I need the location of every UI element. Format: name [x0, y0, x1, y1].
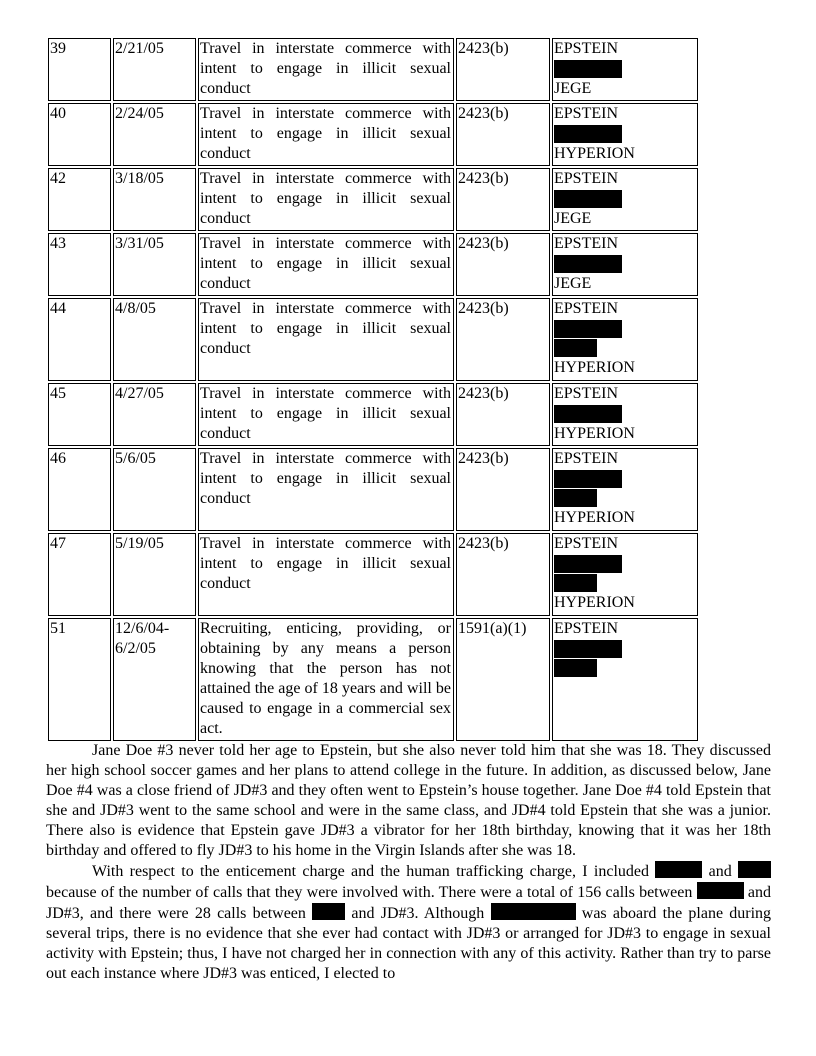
aircraft-name: HYPERION [554, 425, 635, 442]
statute-cell: 2423(b) [456, 298, 550, 381]
redaction-block [554, 320, 622, 338]
defendants-cell [552, 168, 698, 231]
aircraft-name: HYPERION [554, 359, 635, 376]
count-number-cell: 40 [48, 103, 111, 166]
statute-cell: 2423(b) [456, 448, 550, 531]
defendant-name: EPSTEIN [554, 385, 618, 402]
redaction-block [554, 555, 622, 573]
redaction-block [554, 405, 622, 423]
table-row [48, 383, 698, 446]
offense-description-cell: Travel in interstate commerce with intent to engage in illicit sexual conduct [198, 103, 454, 166]
count-number-cell: 51 [48, 618, 111, 741]
count-number-cell: 45 [48, 383, 111, 446]
count-number-cell: 47 [48, 533, 111, 616]
statute-cell: 1591(a)(1) [456, 618, 550, 741]
defendants-cell [552, 38, 698, 101]
defendant-name: EPSTEIN [554, 235, 618, 252]
redaction-block [738, 861, 771, 878]
defendant-name: EPSTEIN [554, 620, 618, 637]
defendant-name: EPSTEIN [554, 40, 618, 57]
paragraph-text-segment: was aboard the plane during several trips, there is no evidence that she ever had contact with JD#3 or arranged for JD#3 to engage in sexual activity with Epstein; thus, I have not charged her in connection with any of this activity. Rather than try to parse out each instance where JD#3 was enticed, I elected to [46, 905, 772, 982]
statute-cell: 2423(b) [456, 383, 550, 446]
date-cell: 2/24/05 [113, 103, 196, 166]
date-cell: 3/18/05 [113, 168, 196, 231]
offense-description-cell: Travel in interstate commerce with intent to engage in illicit sexual conduct [198, 233, 454, 296]
redaction-block [554, 659, 597, 677]
date-cell: 4/27/05 [113, 383, 196, 446]
offense-description-cell: Travel in interstate commerce with intent to engage in illicit sexual conduct [198, 383, 454, 446]
redaction-block [697, 882, 744, 899]
redaction-block [655, 861, 702, 878]
redaction-block [491, 903, 576, 920]
aircraft-name: HYPERION [554, 509, 635, 526]
defendant-name: EPSTEIN [554, 450, 618, 467]
table-row [48, 298, 698, 381]
defendants-cell [552, 533, 698, 616]
defendants-cell [552, 298, 698, 381]
table-row [48, 448, 698, 531]
statute-cell: 2423(b) [456, 103, 550, 166]
redaction-block [554, 339, 597, 357]
offense-description-cell: Travel in interstate commerce with intent to engage in illicit sexual conduct [198, 533, 454, 616]
date-cell: 12/6/04-6/2/05 [113, 618, 196, 741]
statute-cell: 2423(b) [456, 38, 550, 101]
statute-cell: 2423(b) [456, 533, 550, 616]
date-cell: 3/31/05 [113, 233, 196, 296]
aircraft-name: JEGE [554, 275, 592, 292]
redaction-block [554, 470, 622, 488]
date-cell: 2/21/05 [113, 38, 196, 101]
redaction-block [554, 190, 622, 208]
date-cell: 5/19/05 [113, 533, 196, 616]
count-number-cell: 42 [48, 168, 111, 231]
statute-cell: 2423(b) [456, 168, 550, 231]
aircraft-name: HYPERION [554, 145, 635, 162]
defendants-cell [552, 383, 698, 446]
date-cell: 4/8/05 [113, 298, 196, 381]
paragraph-text-segment: With respect to the enticement charge and the human trafficking charge, I included [92, 863, 649, 880]
table-row [48, 38, 698, 101]
defendants-cell [552, 448, 698, 531]
count-number-cell: 44 [48, 298, 111, 381]
defendants-cell [552, 618, 698, 741]
counts-table [46, 36, 700, 743]
count-number-cell: 43 [48, 233, 111, 296]
counts-table-body [48, 38, 698, 741]
defendant-name: EPSTEIN [554, 170, 618, 187]
date-cell: 5/6/05 [113, 448, 196, 531]
defendant-name: EPSTEIN [554, 535, 618, 552]
offense-description-cell: Travel in interstate commerce with intent to engage in illicit sexual conduct [198, 38, 454, 101]
table-row [48, 103, 698, 166]
offense-description-cell: Travel in interstate commerce with intent to engage in illicit sexual conduct [198, 168, 454, 231]
aircraft-name: HYPERION [554, 594, 635, 611]
defendant-name: EPSTEIN [554, 105, 618, 122]
redaction-block [554, 60, 622, 78]
redaction-block [554, 489, 597, 507]
offense-description-cell: Travel in interstate commerce with intent to engage in illicit sexual conduct [198, 448, 454, 531]
aircraft-name: JEGE [554, 210, 592, 227]
paragraph-age-knowledge: Jane Doe #3 never told her age to Epstein, but she also never told him that she was 18. They discussed her high school soccer games and her plans to attend college in the future. In addition, as discussed below, Jane Doe #4 was a close friend of JD#3 and they often went to Epstein’s house together. Jane Doe #4 told Epstein that she and JD#3 went to the same school and were in the same class, and JD#4 told Epstein that she was a junior. There also is evidence that Epstein gave JD#3 a vibrator for her 18th birthday, knowing that it was her 18th birthday and offered to fly JD#3 to his home in the Virgin Islands after she was 18. [46, 742, 771, 859]
body-text [46, 741, 771, 984]
offense-description-cell: Recruiting, enticing, providing, or obtaining by any means a person knowing that the person has not attained the age of 18 years and will be caused to engage in a commercial sex act. [198, 618, 454, 741]
paragraph-enticement [46, 861, 771, 984]
table-row [48, 533, 698, 616]
statute-cell: 2423(b) [456, 233, 550, 296]
paragraph-text-segment: because of the number of calls that they were involved with. There were a total of 156 calls between [46, 884, 693, 901]
offense-description-cell: Travel in interstate commerce with intent to engage in illicit sexual conduct [198, 298, 454, 381]
paragraph-text-segment: and JD#3, and there were 28 calls between [46, 884, 772, 922]
defendant-name: EPSTEIN [554, 300, 618, 317]
table-row [48, 233, 698, 296]
redaction-block [312, 903, 345, 920]
defendants-cell [552, 103, 698, 166]
count-number-cell: 46 [48, 448, 111, 531]
redaction-block [554, 255, 622, 273]
redaction-block [554, 640, 622, 658]
aircraft-name: JEGE [554, 80, 592, 97]
paragraph-text-segment: and [708, 863, 732, 880]
defendants-cell [552, 233, 698, 296]
table-row [48, 618, 698, 741]
paragraph-text-segment: and JD#3. Although [351, 905, 485, 922]
redaction-block [554, 574, 597, 592]
count-number-cell: 39 [48, 38, 111, 101]
table-row [48, 168, 698, 231]
redaction-block [554, 125, 622, 143]
